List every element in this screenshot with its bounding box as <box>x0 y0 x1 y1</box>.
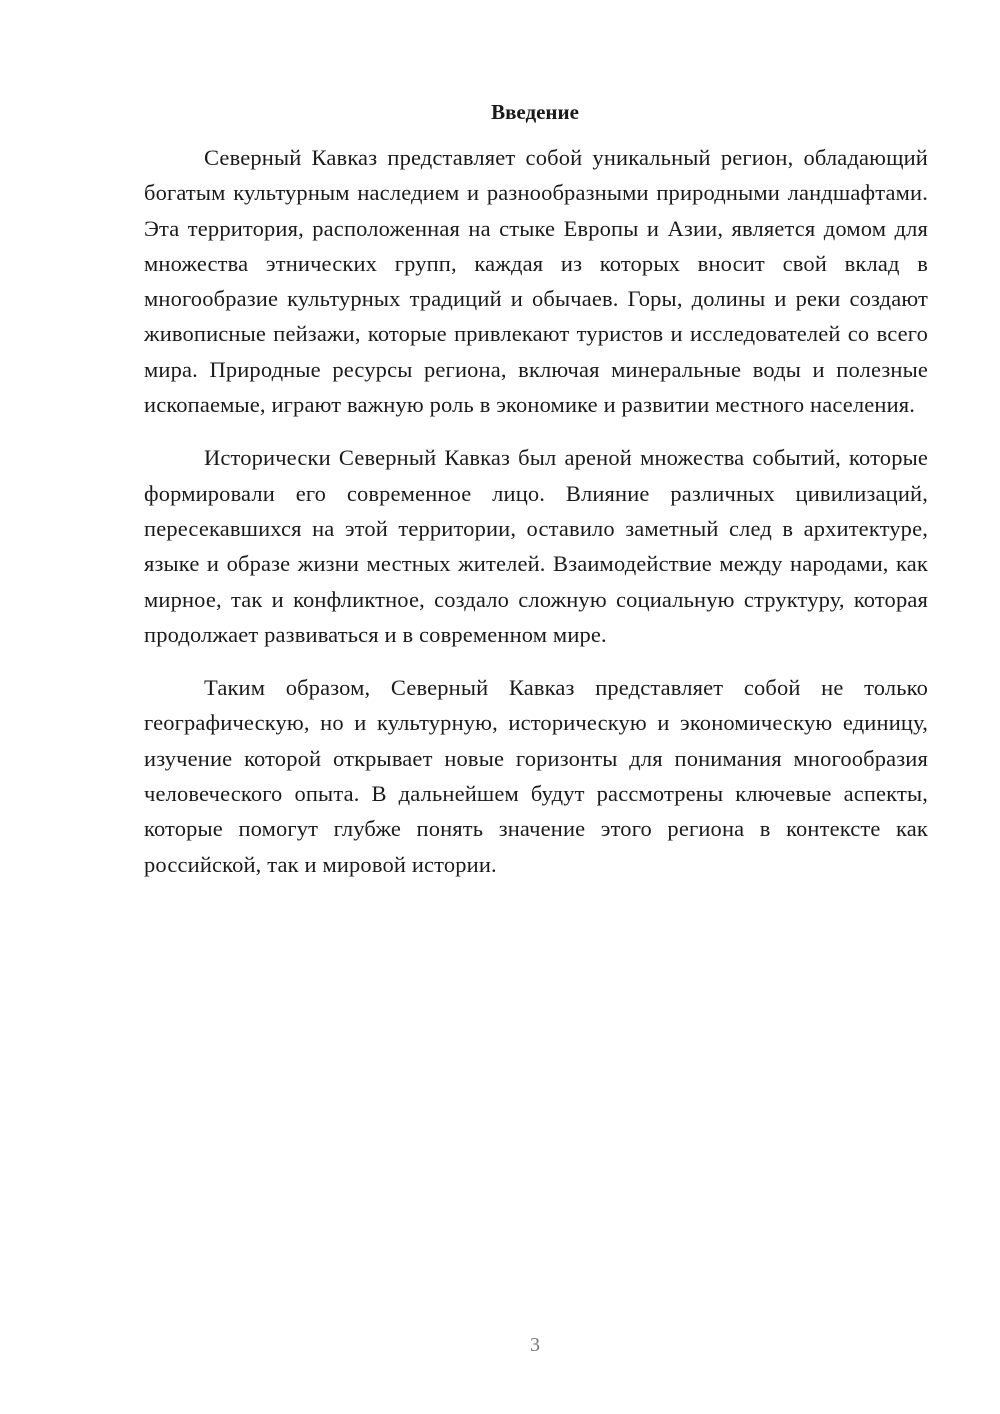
body-text <box>144 140 928 900</box>
page-number: 3 <box>530 1334 540 1356</box>
page-title: Введение <box>491 100 579 124</box>
paragraph-3: Таким образом, Северный Кавказ представляет собой не только географическую, но и культурную, историческую и экономическую единицу, изучение которой открывает новые горизонты для понимания многообразия человеческого опыта. В дальнейшем будут рассмотрены ключевые аспекты, которые помогут глубже понять значение этого региона в контексте как российской, так и мировой истории. <box>144 675 928 877</box>
paragraph-2: Исторически Северный Кавказ был ареной множества событий, которые формировали его современное лицо. Влияние различных цивилизаций, пересекавшихся на этой территории, оставило заметный след в архитектуре, языке и образе жизни местных жителей. Взаимодействие между народами, как мирное, так и конфликтное, создало сложную социальную структуру, которая продолжает развиваться и в современном мире. <box>144 445 928 647</box>
paragraph-1: Северный Кавказ представляет собой уникальный регион, обладающий богатым культурным наследием и разнообразными природными ландшафтами. Эта территория, расположенная на стыке Европы и Азии, является домом для множества этнических групп, каждая из которых вносит свой вклад в многообразие культурных традиций и обычаев. Горы, долины и реки создают живописные пейзажи, которые привлекают туристов и исследователей со всего мира. Природные ресурсы региона, включая минеральные воды и полезные ископаемые, играют важную роль в экономике и развитии местного населения. <box>144 145 928 418</box>
